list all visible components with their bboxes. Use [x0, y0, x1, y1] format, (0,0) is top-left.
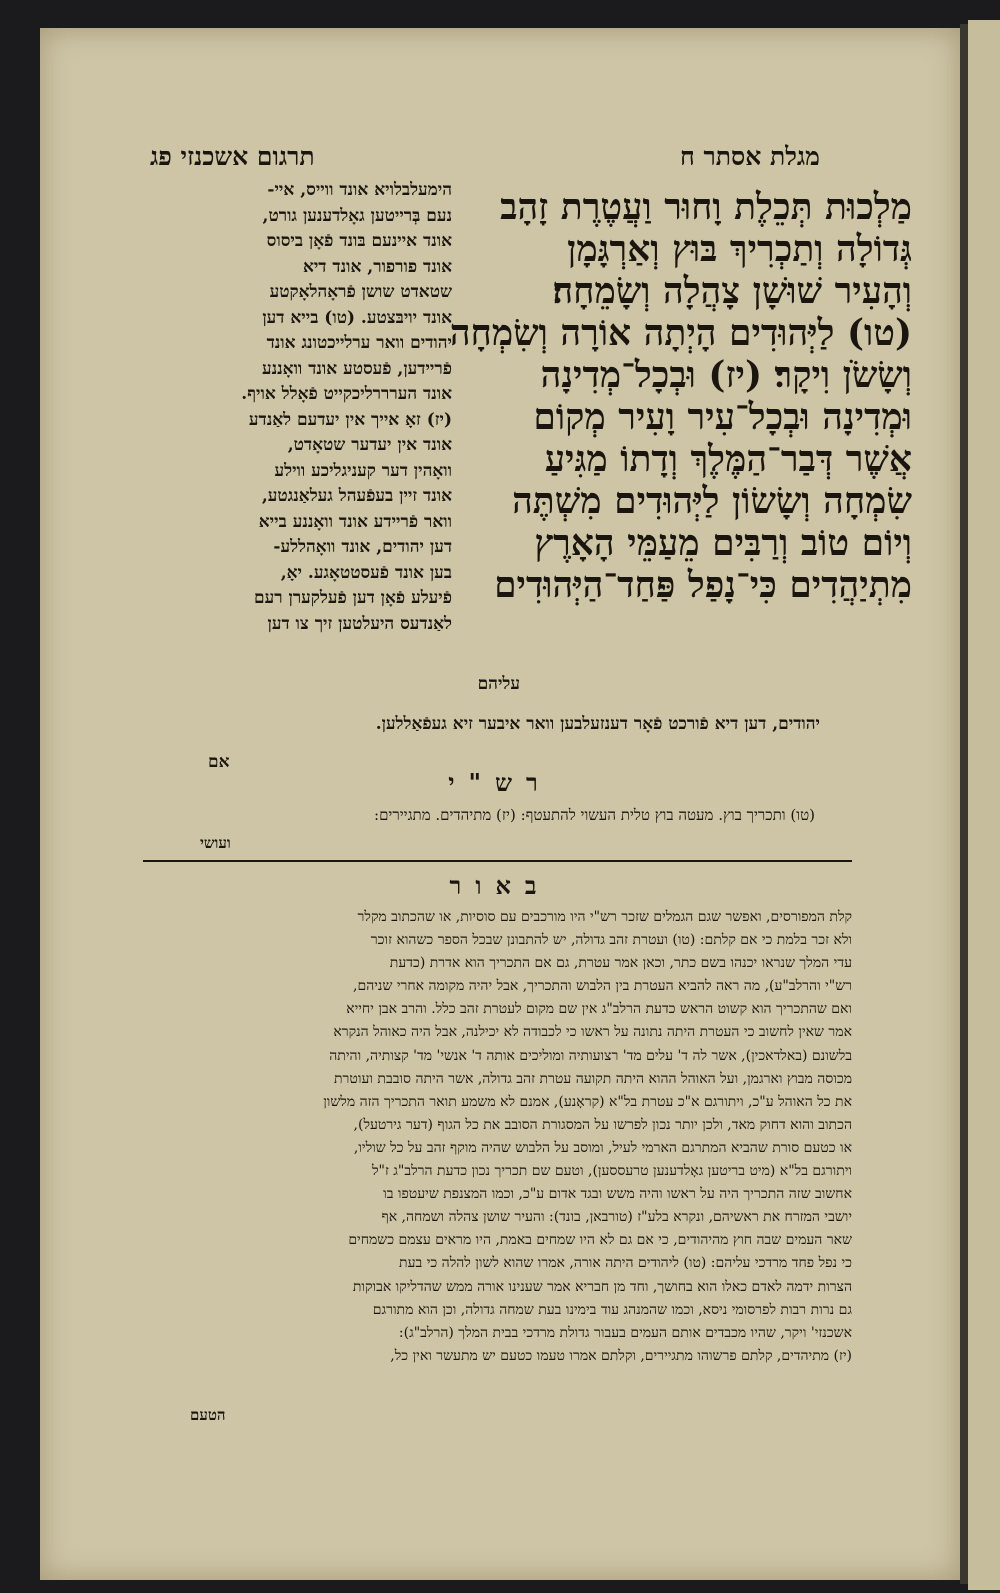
translation-line: בען אונד פֿעסטטאָגע. יאָ,: [280, 562, 452, 583]
commentary-line: (יז) מתיהדים, קלתם פרשוהו מתגיירים, וקלתם אמרו טעמו כטעם יש מתעשר ואין כל,: [390, 1347, 852, 1364]
translation-line: אונד הערררליכקייט פֿאָלל אויף.: [241, 384, 452, 404]
commentary-line: אחשוב שזה התכריך היה על ראשו והיה משש ובגד אדום ע"כ, וכמו המצנפת שיעטפו בו: [383, 1186, 852, 1203]
translation-line: יהודים וואר ערלייכטונג אונד: [266, 333, 452, 353]
translation-line: הימעלבלויא אונד ווייס, איי-: [267, 180, 452, 200]
commentary-line: בלשונם (באלדאכין), אשר לה ד' עלים מד' רצועותיה ומוליכים אותה ד' אנשי' מד' קצותיה, והיתה: [329, 1047, 852, 1064]
translation-line: דען יהודים, אונד וואָהללע-: [273, 537, 452, 557]
translation-line: שטאדט שושן פֿראָהלאָקטע: [269, 282, 452, 302]
verse-line: מִתְיַהֲדִים כִּי־נָפַל פַּחַד־הַיְּהוּדִים: [494, 564, 912, 606]
page-header-book-title: מגלת אסתר ח: [679, 142, 820, 171]
translation-line: פֿיעלע פֿאָן דען פֿעלקערן רעם: [254, 588, 452, 608]
verse-line: וְשָׂשֹׂן וִיקָר׃ (יז) וּבְכָל־מְדִינָה: [540, 354, 912, 396]
verse-line: וְהָעִיר שׁוּשָׁן צָהֲלָה וְשָׂמֵחָה׃: [552, 270, 912, 312]
verse-line: מַלְכוּת תְּכֵלֶת וָחוּר וַעֲטֶרֶת זָהָב: [500, 186, 912, 228]
translation-line: אונד זיין בעפֿעהל געלאַנגטע,: [261, 486, 452, 506]
commentary-line: יושבי המזרח את ראשיהם, ונקרא בלע"ז (טורבאן, בונד): והעיר שושן צהלה ושמחה, אף: [381, 1209, 852, 1226]
translation-line: וואָהין דער קעניגליכע ווילע: [274, 460, 452, 481]
commentary-line: ואם שהתכריך הוא קשוט הראש כדעת הרלב"ג אין שם מקום לעטרת זהב כלל. והרב אבן יחייא: [346, 1001, 852, 1018]
verse-line: וּמְדִינָה וּבְכָל־עִיר וָעִיר מְקוֹם: [533, 396, 912, 438]
commentary-line: אשכנזי' ויקר, שהיו מכבדים אותם העמים בעבור גדולת מרדכי בבית המלך (הרלב"ג):: [398, 1324, 852, 1341]
catchword-translation: אם: [208, 752, 230, 772]
translation-line: פֿריידען, פֿעסטע אונד וואָננע: [261, 358, 452, 379]
page-header-translation-title: תרגום אשכנזי פג: [150, 142, 315, 171]
hebrew-verse-block: [449, 186, 912, 606]
book-gutter: [960, 24, 968, 1584]
commentary-line: הכתוב והוא דחוק מאד, ולכן יותר נכון לפרשו על המסגורת הסובב את כל הגוף (דער גירטעל),: [353, 1116, 852, 1133]
translation-line: (יז) זאָ אייך אין יעדעם לאַנדע: [248, 409, 452, 430]
translation-line: אונד פורפור, אונד דיא: [302, 256, 452, 277]
verse-line: וְיוֹם טוֹב וְרַבִּים מֵעַמֵּי הָאָרֶץ: [534, 522, 912, 564]
commentary-line: את כל האוהל ע"כ, ויתורגם א"כ עטרת בל"א (קראָנע), אמנם לא משמע תואר התכריך הזה מלשון: [323, 1093, 852, 1110]
commentary-line: ולא זכר בלמת כי אם קלתם: (טו) ועטרת זהב גדולה, יש להתבונן שבכל הספר כשהוא זוכר: [370, 932, 852, 949]
catchword-biur: הטעם: [190, 1406, 226, 1424]
verse-line: גְּדוֹלָה וְתַכְרִיךְ בּוּץ וְאַרְגָּמָן: [567, 228, 912, 270]
commentary-line: רש"י והרלב"ע), מה ראה להביא העטרת בין הלבוש והתכריך, אבל יהיה מקומה אחרי שניהם,: [353, 978, 852, 995]
commentary-line: כי נפל פחד מרדכי עליהם: (טו) ליהודים היתה אורה, אמרו שהוא לשון להלה כי בעת: [399, 1255, 852, 1272]
section-divider: [143, 860, 852, 862]
commentary-line: קלת המפורסים, ואפשר שגם הגמלים שזכר רש"י היו מורכבים עם סוסיות, או שהכתוב מקלר: [357, 909, 852, 925]
commentary-line: מכוסה מבוץ וארגמן, ועל האוהל ההוא היתה תקועה עטרת זהב גדולה, אשר היתה סובבת ועוטרת: [334, 1070, 852, 1087]
book-page: [40, 28, 960, 1580]
biur-commentary: [143, 906, 852, 1368]
commentary-line: או כטעם סורת שהביא המתרגם הארמי לעיל, ומוסב על הלבוש שהיה מוקף זהב על כל שוליו,: [353, 1139, 852, 1156]
translation-continuation-line: יהודים, דען דיא פֿורכט פֿאָר דענזעלבען וואר איבער זיא געפֿאַללען.: [375, 714, 820, 734]
commentary-line: הצרות ידמה לאדם כאלו הוא בחושך, וחד מן חבריא אמר שענינו אורה ממש שהדליקו אבוקות: [352, 1278, 852, 1295]
translation-line: אונד יויבּצטע. (טו) בייא דען: [262, 307, 452, 328]
rashi-heading: רש"י: [448, 768, 552, 797]
commentary-line: ויתורגם בל"א (מיט בריטען גאָלדענען טרעססען), וטעם שם תכריך נכון כדעת הרלב"ג ז"ל: [371, 1163, 852, 1180]
facing-page-edge: [968, 20, 1000, 1590]
commentary-line: אמר שאין לחשוב כי העטרת היתה נתונה על ראשו כי לכבודה לא יכילנה, אבל היה כאוהל הנקרא: [333, 1024, 852, 1041]
translation-line: אונד איינעם בּונד פֿאָן ביסוס: [266, 231, 452, 251]
verse-line: אֲשֶׁר דְּבַר־הַמֶּלֶךְ וְדָתוֹ מַגִּיעַ: [544, 438, 912, 480]
commentary-line: שאר העמים שבה חוץ מהיהודים, כי אם גם לא היו שמחים באמת, היו מראים עצמם כשמחים: [348, 1232, 852, 1249]
rashi-commentary: (טו) ותכריך בוץ. מעטה בוץ טלית העשוי להתעטף: (יז) מתיהדים. מתגיירים:: [374, 806, 815, 824]
verse-line: שִׂמְחָה וְשָׂשׂוֹן לַיְּהוּדִים מִשְׁתֶּה: [512, 480, 912, 522]
translation-line: אונד אין יעדער שטאָדט,: [287, 435, 452, 455]
translation-line: נעם בְּרייטען גאָלדענען גורט,: [262, 205, 452, 226]
commentary-line: גם נרות רבות לפרסומי ניסא, וכמו שהמנהג עוד בימינו בעת שמחה גדולה, וכן הוא מתורגם: [372, 1301, 852, 1318]
commentary-line: עדי המלך שנראו יכנהו בשם כתר, וכאן אמר עטרת, גם אם התכריך הוא אדרת (כדעת: [389, 955, 852, 972]
catchword-main: עליהם: [477, 674, 520, 694]
translation-line: וואר פֿריידע אונד וואָננע בייא: [258, 511, 452, 532]
verse-line: (טו) לַיְּהוּדִים הָיְתָה אוֹרָה וְשִׂמְחָה: [449, 312, 912, 354]
translation-line: לאַנדעס היעלטען זיך צו דען: [267, 613, 452, 634]
biur-heading: באור: [449, 871, 551, 900]
yiddish-translation-column: [140, 178, 452, 637]
catchword-rashi: ועושי: [200, 834, 231, 852]
